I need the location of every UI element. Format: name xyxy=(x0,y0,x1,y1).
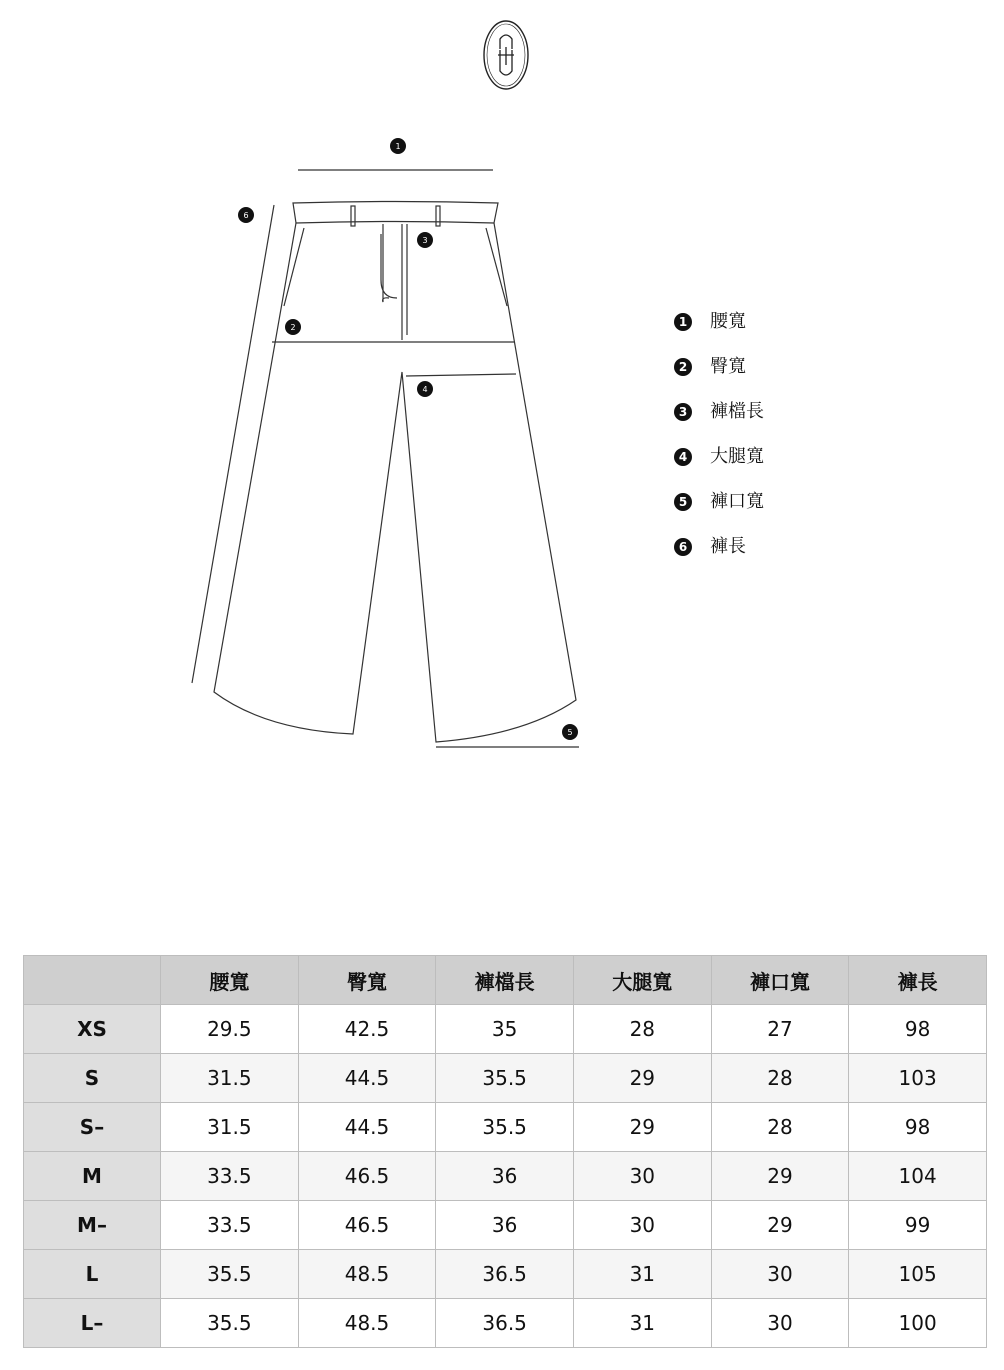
measurement-legend xyxy=(674,310,874,580)
table-cell: 28 xyxy=(711,1103,849,1152)
legend-number: 5 xyxy=(674,493,692,511)
legend-item-waist xyxy=(674,310,874,355)
legend-label: 大腿寬 xyxy=(710,446,764,467)
length-measure-line xyxy=(192,205,274,683)
legend-item-hem xyxy=(674,490,874,535)
header-corner xyxy=(24,956,161,1005)
table-cell: 35.5 xyxy=(436,1054,574,1103)
size-label: M– xyxy=(24,1201,161,1250)
thigh-measure-line xyxy=(406,374,516,376)
table-cell: 48.5 xyxy=(298,1250,436,1299)
table-cell: 98 xyxy=(849,1103,987,1152)
table-cell: 30 xyxy=(573,1152,711,1201)
table-cell: 33.5 xyxy=(161,1201,299,1250)
table-row xyxy=(24,1299,987,1348)
legend-number: 2 xyxy=(674,358,692,376)
size-chart-table xyxy=(23,955,987,1348)
table-header-row xyxy=(24,956,987,1005)
table-cell: 103 xyxy=(849,1054,987,1103)
table-cell: 29 xyxy=(573,1054,711,1103)
marker-4: 4 xyxy=(422,385,428,394)
table-row xyxy=(24,1103,987,1152)
table-cell: 31 xyxy=(573,1299,711,1348)
table-cell: 44.5 xyxy=(298,1054,436,1103)
header-hip: 臀寬 xyxy=(298,956,436,1005)
waistband xyxy=(293,202,498,224)
table-cell: 42.5 xyxy=(298,1005,436,1054)
marker-1: 1 xyxy=(395,142,401,151)
table-row xyxy=(24,1005,987,1054)
table-cell: 29.5 xyxy=(161,1005,299,1054)
table-cell: 44.5 xyxy=(298,1103,436,1152)
legend-item-hip xyxy=(674,355,874,400)
table-cell: 48.5 xyxy=(298,1299,436,1348)
header-length: 褲長 xyxy=(849,956,987,1005)
table-cell: 33.5 xyxy=(161,1152,299,1201)
size-label: S– xyxy=(24,1103,161,1152)
legend-label: 褲長 xyxy=(710,536,746,557)
table-cell: 36 xyxy=(436,1152,574,1201)
header-thigh: 大腿寬 xyxy=(573,956,711,1005)
size-label: S xyxy=(24,1054,161,1103)
legend-label: 褲檔長 xyxy=(710,401,764,422)
table-cell: 104 xyxy=(849,1152,987,1201)
legend-number: 4 xyxy=(674,448,692,466)
table-cell: 31 xyxy=(573,1250,711,1299)
table-row xyxy=(24,1054,987,1103)
table-cell: 30 xyxy=(711,1250,849,1299)
table-cell: 46.5 xyxy=(298,1152,436,1201)
table-cell: 29 xyxy=(711,1201,849,1250)
marker-3: 3 xyxy=(422,236,428,245)
header-waist: 腰寬 xyxy=(161,956,299,1005)
legend-item-length xyxy=(674,535,874,580)
marker-2: 2 xyxy=(290,323,296,332)
table-cell: 105 xyxy=(849,1250,987,1299)
table-cell: 36.5 xyxy=(436,1250,574,1299)
table-cell: 29 xyxy=(573,1103,711,1152)
marker-5: 5 xyxy=(567,728,573,737)
table-cell: 28 xyxy=(573,1005,711,1054)
table-cell: 35.5 xyxy=(161,1299,299,1348)
size-label: L– xyxy=(24,1299,161,1348)
legend-number: 1 xyxy=(674,313,692,331)
table-cell: 35.5 xyxy=(436,1103,574,1152)
legend-item-thigh xyxy=(674,445,874,490)
legend-number: 6 xyxy=(674,538,692,556)
header-rise: 褲檔長 xyxy=(436,956,574,1005)
pants-outline xyxy=(214,223,576,742)
table-cell: 36 xyxy=(436,1201,574,1250)
table-cell: 35 xyxy=(436,1005,574,1054)
legend-label: 褲口寬 xyxy=(710,491,764,512)
marker-6: 6 xyxy=(243,211,249,220)
table-cell: 98 xyxy=(849,1005,987,1054)
size-label: XS xyxy=(24,1005,161,1054)
size-label: L xyxy=(24,1250,161,1299)
header-hem: 褲口寬 xyxy=(711,956,849,1005)
legend-item-rise xyxy=(674,400,874,445)
table-cell: 36.5 xyxy=(436,1299,574,1348)
table-cell: 27 xyxy=(711,1005,849,1054)
table-cell: 31.5 xyxy=(161,1054,299,1103)
legend-label: 臀寬 xyxy=(710,356,746,377)
table-row xyxy=(24,1201,987,1250)
legend-number: 3 xyxy=(674,403,692,421)
table-cell: 46.5 xyxy=(298,1201,436,1250)
table-cell: 30 xyxy=(711,1299,849,1348)
table-cell: 29 xyxy=(711,1152,849,1201)
legend-label: 腰寬 xyxy=(710,311,746,332)
size-label: M xyxy=(24,1152,161,1201)
table-row xyxy=(24,1250,987,1299)
table-cell: 100 xyxy=(849,1299,987,1348)
pants-diagram xyxy=(185,130,595,760)
table-cell: 28 xyxy=(711,1054,849,1103)
table-cell: 30 xyxy=(573,1201,711,1250)
table-cell: 35.5 xyxy=(161,1250,299,1299)
table-row xyxy=(24,1152,987,1201)
brand-logo xyxy=(482,19,530,91)
table-cell: 99 xyxy=(849,1201,987,1250)
table-cell: 31.5 xyxy=(161,1103,299,1152)
